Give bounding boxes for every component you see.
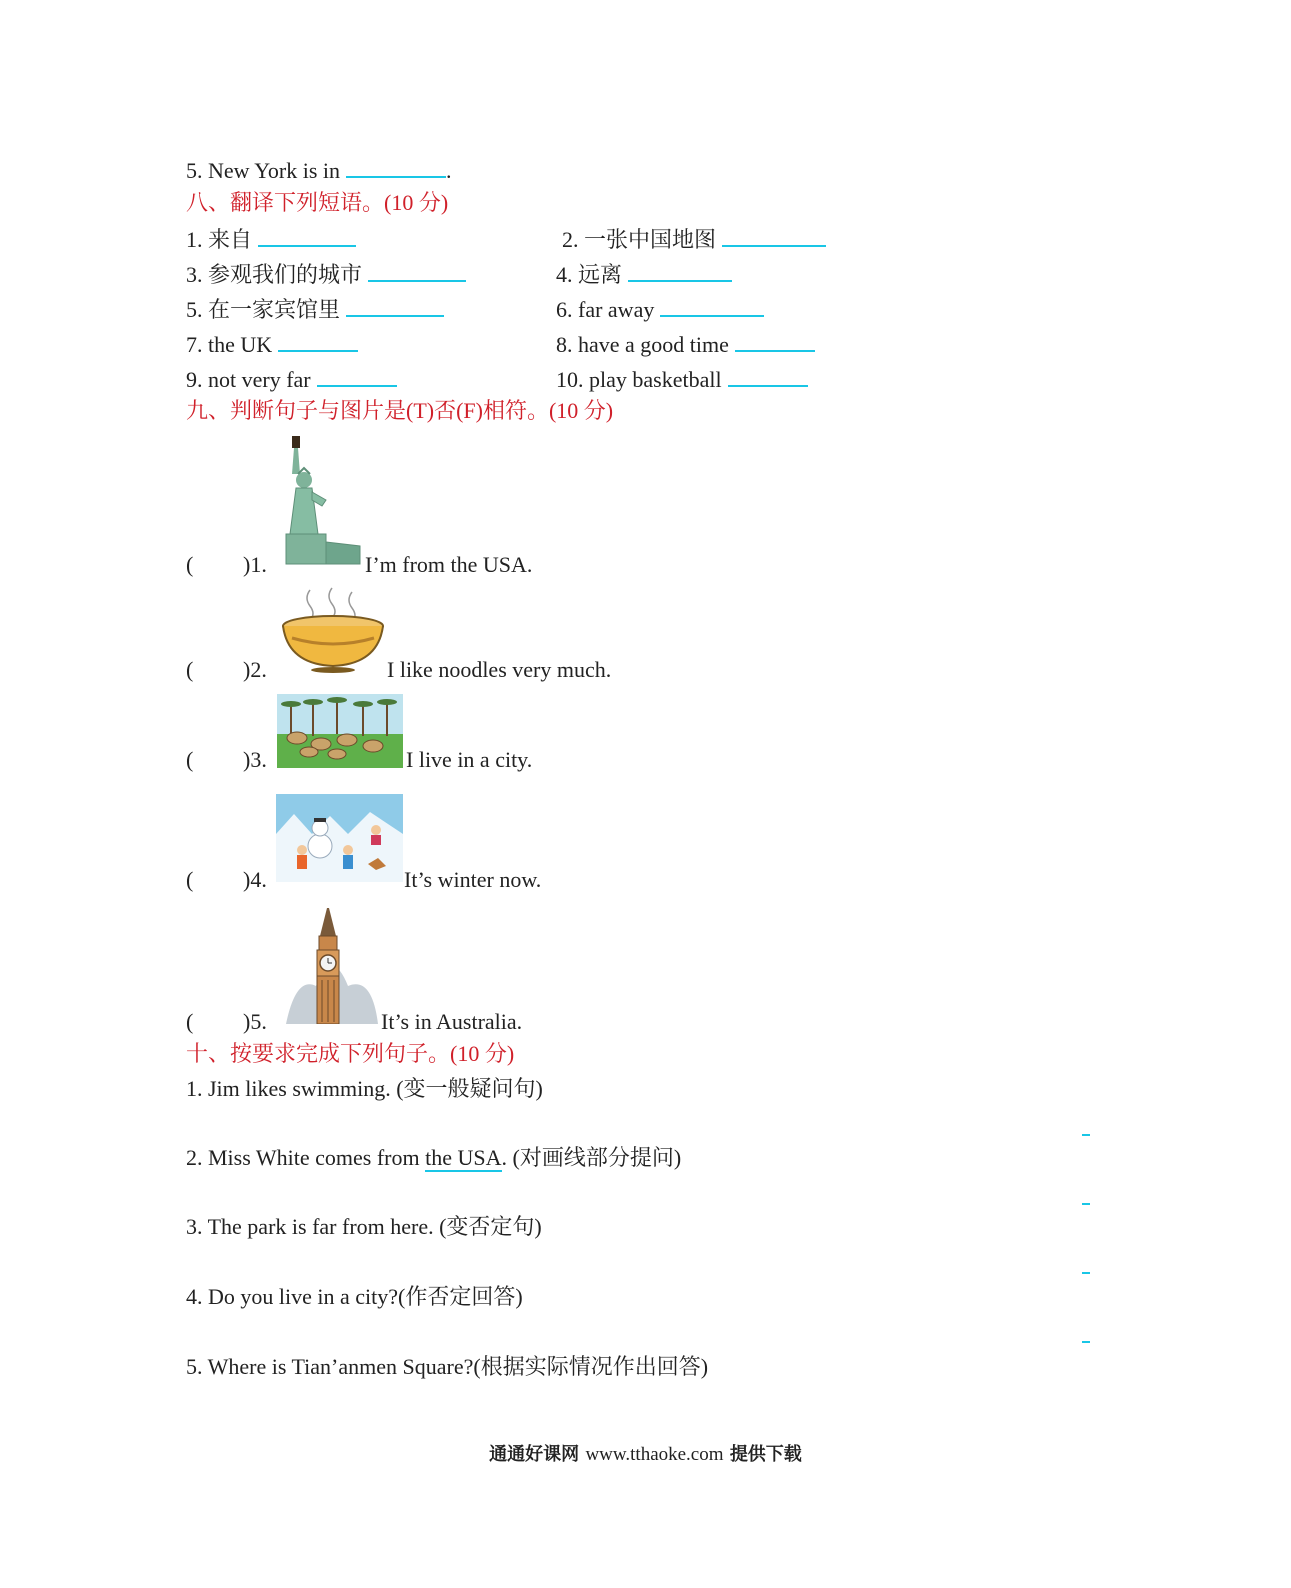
snowman-kids-icon (276, 794, 403, 882)
answer-blank[interactable] (278, 330, 358, 352)
s9-sentence-5: It’s in Australia. (381, 1009, 523, 1034)
village-icon (277, 694, 403, 768)
answer-blank[interactable] (735, 330, 815, 352)
underlined-part: the USA (425, 1145, 502, 1170)
s8-item-7: 7. the UK (186, 330, 358, 358)
answer-line-marker[interactable] (1082, 1272, 1090, 1274)
s9-num-4: )4. (243, 867, 267, 892)
s9-num-2: )2. (243, 657, 267, 682)
answer-line-marker[interactable] (1082, 1341, 1090, 1343)
s9-paren: ( (186, 867, 194, 892)
s8-item-3: 3. 参观我们的城市 (186, 260, 466, 288)
footer-url[interactable]: www.tthaoke.com (585, 1444, 724, 1465)
answer-line-marker[interactable] (1082, 1203, 1090, 1205)
s9-num-1: )1. (243, 552, 267, 577)
answer-blank[interactable] (722, 225, 826, 247)
s9-paren: ( (186, 1009, 194, 1034)
answer-line-marker[interactable] (1082, 1134, 1090, 1136)
s9-sentence-4: It’s winter now. (404, 867, 542, 892)
s8-item-8: 8. have a good time (556, 330, 815, 358)
s9-paren: ( (186, 552, 194, 577)
answer-blank[interactable] (258, 225, 356, 247)
answer-blank[interactable] (346, 295, 444, 317)
s9-paren: ( (186, 747, 194, 772)
s10-item-2: 2. Miss White comes from the USA. (对画线部分提问) (186, 1145, 682, 1170)
s8-item-9: 9. not very far (186, 365, 397, 393)
s8-item-10: 10. play basketball (556, 365, 808, 393)
noodle-bowl-icon (280, 586, 386, 674)
answer-blank[interactable] (660, 295, 764, 317)
answer-blank[interactable] (368, 260, 466, 282)
s9-sentence-1: I’m from the USA. (365, 552, 533, 577)
footer-download: 提供下载 (729, 1444, 802, 1465)
answer-blank[interactable] (346, 156, 446, 178)
section8-heading: 八、翻译下列短语。(10 分) (186, 190, 449, 215)
s8-item-6: 6. far away (556, 295, 764, 323)
question-5-line: 5. New York is in . (186, 158, 452, 183)
answer-blank[interactable] (317, 365, 397, 387)
footer (0, 1440, 1291, 1466)
s9-num-5: )5. (243, 1009, 267, 1034)
s9-sentence-2: I like noodles very much. (387, 657, 612, 682)
section9-heading: 九、判断句子与图片是(T)否(F)相符。(10 分) (186, 398, 614, 423)
s9-paren: ( (186, 657, 194, 682)
s10-item-5: 5. Where is Tian’anmen Square?(根据实际情况作出回答) (186, 1354, 709, 1379)
statue-of-liberty-icon (282, 434, 364, 566)
answer-blank[interactable] (628, 260, 732, 282)
s10-item-3: 3. The park is far from here. (变否定句) (186, 1214, 542, 1239)
s9-sentence-3: I live in a city. (406, 747, 533, 772)
s8-item-5: 5. 在一家宾馆里 (186, 295, 444, 323)
answer-blank[interactable] (728, 365, 808, 387)
s8-item-1: 1. 来自 (186, 225, 356, 253)
s8-item-4: 4. 远离 (556, 260, 732, 288)
section10-heading: 十、按要求完成下列句子。(10 分) (186, 1041, 515, 1066)
s10-item-4: 4. Do you live in a city?(作否定回答) (186, 1284, 523, 1309)
s10-item-1: 1. Jim likes swimming. (变一般疑问句) (186, 1076, 543, 1101)
footer-site-name: 通通好课网 (489, 1444, 580, 1465)
s8-item-2: 2. 一张中国地图 (562, 225, 826, 253)
big-ben-icon (286, 906, 378, 1024)
s9-num-3: )3. (243, 747, 267, 772)
